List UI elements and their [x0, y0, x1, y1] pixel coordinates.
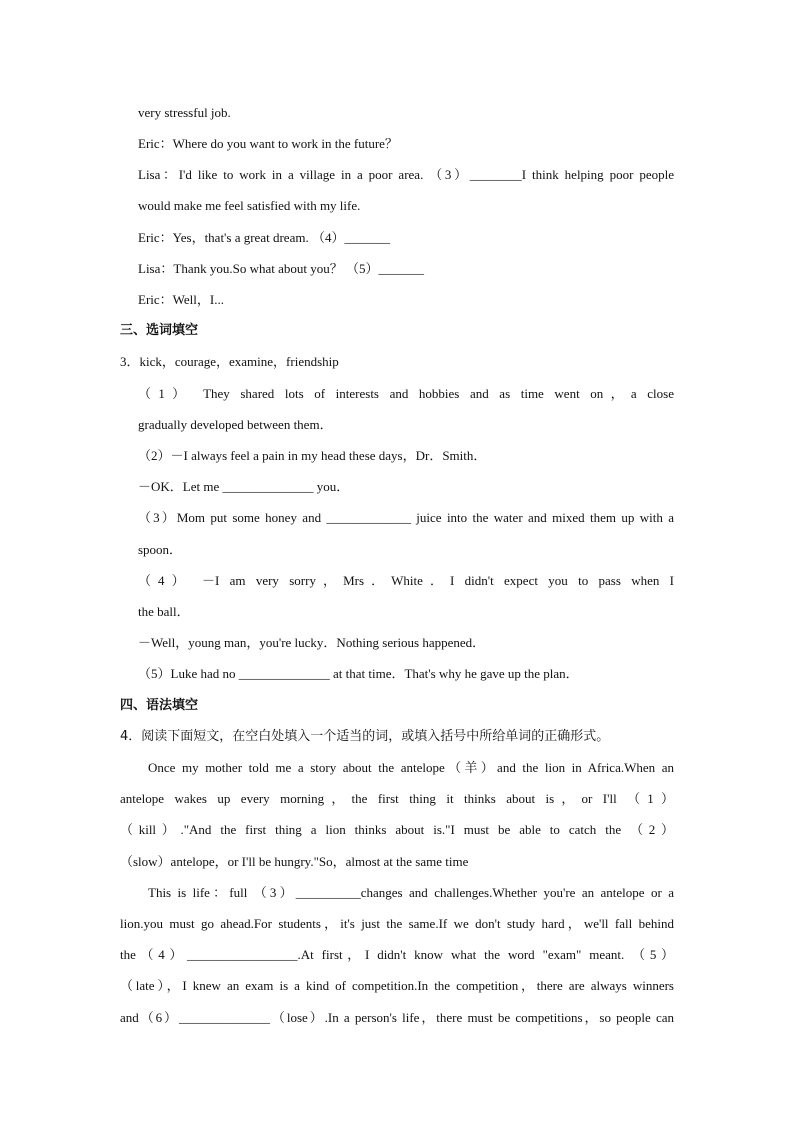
question-line: （1） They shared lots of interests and hobbies and as time went on，a close — [138, 386, 674, 401]
passage-line: （kill）."And the first thing a lion thinks about is."I must be able to catch the （2） — [120, 822, 674, 837]
dialogue-line: Eric：Yes，that's a great dream. （4）_______ — [138, 230, 390, 245]
question-line: the ball． — [138, 604, 190, 619]
question-line: －Well，young man，you're lucky．Nothing serious happened． — [138, 635, 486, 650]
passage-line: antelope wakes up every morning，the first thing it thinks about is，or I'll （1） — [120, 791, 674, 806]
instruction: 4．阅读下面短文，在空白处填入一个适当的词，或填入括号中所给单词的正确形式。 — [120, 729, 610, 744]
question-line: （4） －I am very sorry，Mrs．White．I didn't expect you to pass when I — [138, 573, 674, 588]
question-line: spoon． — [138, 542, 183, 557]
dialogue-line: would make me feel satisfied with my life. — [138, 198, 361, 213]
question-line: （3）Mom put some honey and _____________ juice into the water and mixed them up with a — [138, 510, 674, 525]
section-heading: 三、选词填空 — [120, 323, 199, 338]
passage-line: （late），I knew an exam is a kind of competition.In the competition，there are always winners — [120, 978, 674, 993]
dialogue-line: Lisa：I'd like to work in a village in a poor area. （3）________I think helping poor people — [138, 167, 674, 182]
passage-line: （slow）antelope，or I'll be hungry."So，almost at the same time — [120, 854, 469, 869]
passage-line: and（6）______________（lose）.In a person's life，there must be competitions，so people can — [120, 1010, 674, 1025]
word-bank: 3．kick，courage，examine，friendship — [120, 354, 339, 369]
dialogue-line: Eric：Where do you want to work in the future？ — [138, 136, 398, 151]
dialogue-line: Eric：Well，I... — [138, 292, 224, 307]
question-line: （5）Luke had no ______________ at that time．That's why he gave up the plan． — [138, 666, 579, 681]
question-line: （2）－I always feel a pain in my head these days，Dr．Smith． — [138, 448, 487, 463]
passage-line: Once my mother told me a story about the antelope（羊）and the lion in Africa.When an — [148, 760, 674, 775]
dialogue-line: Lisa：Thank you.So what about you？ （5）_______ — [138, 261, 424, 276]
passage-line: This is life：full （3）__________changes and challenges.Whether you're an antelope or a — [148, 885, 674, 900]
section-heading: 四、语法填空 — [120, 698, 199, 713]
question-line: gradually developed between them． — [138, 417, 333, 432]
question-line: －OK．Let me ______________ you． — [138, 479, 350, 494]
dialogue-line: very stressful job. — [138, 105, 231, 120]
passage-line: the（4）_________________.At first，I didn't know what the word "exam" meant. （5） — [120, 947, 674, 962]
passage-line: lion.you must go ahead.For students，it's just the same.If we don't study hard，we'll fall behind — [120, 916, 674, 931]
